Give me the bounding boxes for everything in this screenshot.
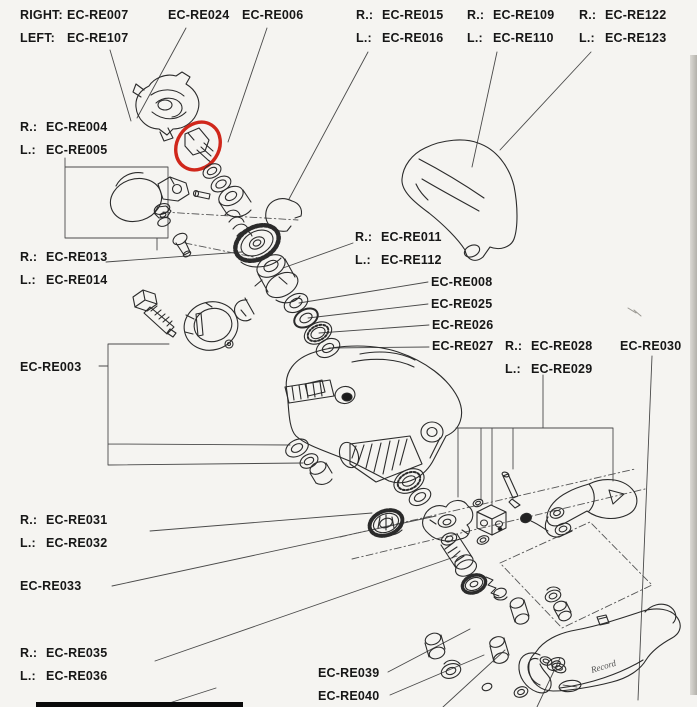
part-c-spring (266, 199, 302, 232)
label-side-prefix: R.: (20, 646, 38, 660)
part-code: EC-RE006 (242, 8, 304, 22)
part-clamp-bolt (133, 290, 176, 337)
part-code: EC-RE015 (382, 8, 444, 22)
part-washer-stack (281, 290, 343, 362)
part-code: EC-RE013 (46, 250, 108, 264)
part-code: EC-RE004 (46, 120, 108, 134)
part-code: EC-RE016 (382, 31, 444, 45)
part-code: EC-RE039 (318, 666, 380, 680)
part-code: EC-RE024 (168, 8, 230, 22)
label-side-prefix: R.: (20, 513, 38, 527)
label-side-prefix: R.: (467, 8, 485, 22)
part-brake-lever (519, 604, 680, 693)
part-set-screw (519, 512, 548, 531)
label-side-prefix: L.: (505, 362, 521, 376)
part-code: EC-RE028 (531, 339, 593, 353)
part-code: EC-RE007 (67, 8, 129, 22)
part-code: EC-RE110 (493, 31, 554, 45)
label-side-prefix: L.: (467, 31, 483, 45)
part-code: EC-RE030 (620, 339, 682, 353)
part-rubber-hood (402, 140, 517, 260)
part-code: EC-RE032 (46, 536, 108, 550)
part-bearing (390, 464, 434, 509)
part-axle-stack (439, 531, 479, 580)
part-code: EC-RE040 (318, 689, 380, 703)
label-side-prefix: LEFT: (20, 31, 56, 45)
part-code: EC-RE031 (46, 513, 108, 527)
bottom-scan-bar (36, 702, 243, 707)
lever-engraving: Record (589, 657, 618, 675)
part-small-bushings (424, 587, 573, 700)
part-rear-lever-arm (545, 480, 636, 538)
part-code: EC-RE036 (46, 669, 108, 683)
label-side-prefix: R.: (355, 230, 373, 244)
label-side-prefix: L.: (356, 31, 372, 45)
part-code: EC-RE025 (431, 297, 493, 311)
part-hook-spring (235, 298, 254, 321)
leader-lines (106, 28, 652, 707)
part-code: EC-RE027 (432, 339, 494, 353)
label-side-prefix: R.: (505, 339, 523, 353)
label-side-prefix: RIGHT: (20, 8, 63, 22)
part-code: EC-RE008 (431, 275, 493, 289)
label-side-prefix: R.: (20, 250, 38, 264)
part-code: EC-RE033 (20, 579, 82, 593)
centerline-dashes (163, 212, 652, 628)
part-code: EC-RE005 (46, 143, 108, 157)
label-side-prefix: L.: (20, 669, 36, 683)
label-side-prefix: L.: (20, 143, 36, 157)
part-pivot-bolt (185, 128, 213, 163)
label-side-prefix: L.: (20, 536, 36, 550)
part-pin-bolt (501, 471, 520, 508)
label-side-prefix: L.: (20, 273, 36, 287)
part-code: EC-RE123 (605, 31, 667, 45)
part-code: EC-RE014 (46, 273, 108, 287)
part-code: EC-RE035 (46, 646, 108, 660)
page-edge-shadow (690, 55, 697, 695)
part-clamp-band (179, 296, 244, 356)
part-cam-plate (423, 500, 473, 541)
scan-marks (628, 308, 641, 316)
part-knurled-nut (460, 572, 499, 597)
part-code: EC-RE109 (493, 8, 555, 22)
label-side-prefix: R.: (579, 8, 597, 22)
part-code: EC-RE011 (381, 230, 442, 244)
part-knurled-wheel (366, 506, 407, 541)
label-side-prefix: L.: (579, 31, 595, 45)
part-code: EC-RE029 (531, 362, 593, 376)
part-code: EC-RE003 (20, 360, 82, 374)
part-code: EC-RE112 (381, 253, 442, 267)
part-thumb-knob-group (105, 172, 210, 228)
part-code: EC-RE122 (605, 8, 667, 22)
part-code: EC-RE026 (432, 318, 494, 332)
part-cube-block (477, 505, 506, 535)
part-washers-lower (283, 435, 332, 484)
label-side-prefix: L.: (355, 253, 371, 267)
label-side-prefix: R.: (20, 120, 38, 134)
part-lever-body (285, 346, 462, 483)
part-code: EC-RE107 (67, 31, 129, 45)
part-rivet (171, 231, 192, 258)
label-side-prefix: R.: (356, 8, 374, 22)
red-highlight-circle (167, 114, 229, 179)
